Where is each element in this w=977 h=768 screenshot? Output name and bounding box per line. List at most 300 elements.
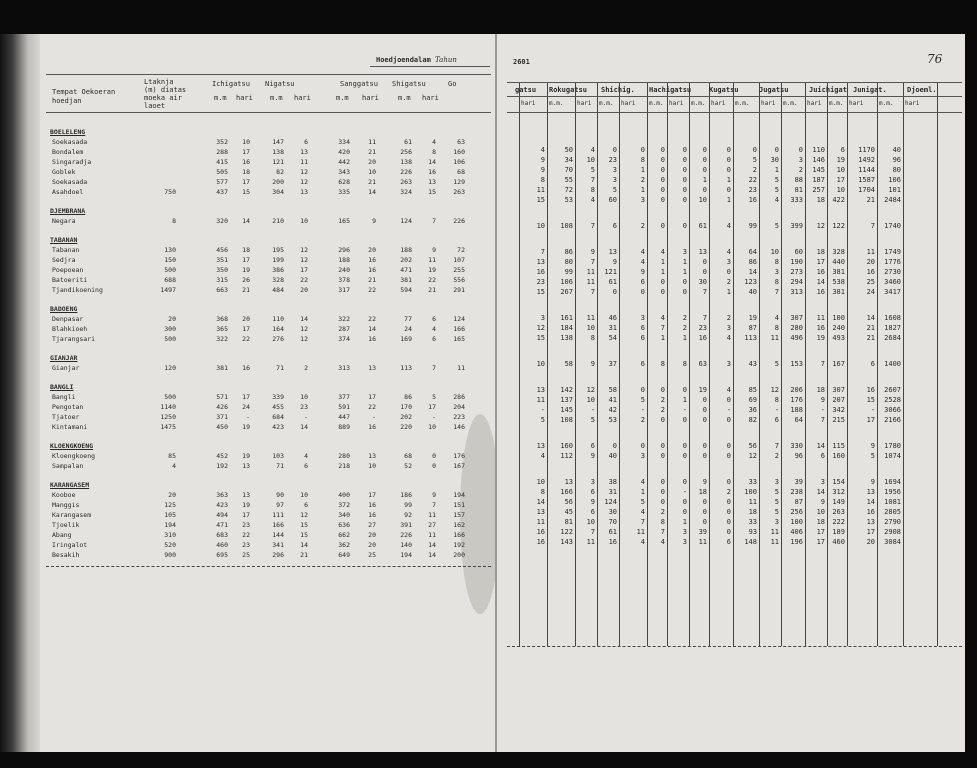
rainfall-value: 683 <box>216 531 228 539</box>
rainfall-value: 6 <box>590 508 595 516</box>
rainfall-value: - <box>640 406 645 414</box>
rainfall-value: 124 <box>400 217 412 225</box>
sub-header-mm: m.m <box>398 94 411 102</box>
rainfall-value: 8 <box>774 396 779 404</box>
rainfall-value: 10 <box>586 518 595 526</box>
rainfall-value: 20 <box>866 538 875 546</box>
rainfall-value: 238 <box>790 488 803 496</box>
region-heading: BOELELENG <box>50 128 86 136</box>
station-name: Blahkioeh <box>52 325 88 333</box>
rainfall-value: 263 <box>832 508 845 516</box>
rainfall-value: 4 <box>774 196 779 204</box>
rainfall-value: 286 <box>453 393 465 401</box>
rainfall-value: 82 <box>276 168 284 176</box>
station-name: Tjandikoening <box>52 286 103 294</box>
sub-header-mm: m.m. <box>829 100 844 107</box>
rainfall-value: 1081 <box>884 498 901 506</box>
sub-header-mm: m.m. <box>691 100 706 107</box>
rainfall-value: 371 <box>216 413 228 421</box>
rainfall-value: 10 <box>836 186 845 194</box>
rainfall-value: 122 <box>560 528 573 536</box>
rainfall-value: 21 <box>300 551 308 559</box>
sub-header-mm: m.m. <box>549 100 564 107</box>
rainfall-value: 4 <box>726 386 731 394</box>
rainfall-value: 13 <box>866 488 875 496</box>
station-name: Batoeriti <box>52 276 88 284</box>
sub-header-hari: hari <box>621 100 636 107</box>
sub-header-mm: m.m. <box>599 100 614 107</box>
rainfall-value: 165 <box>453 335 465 343</box>
rainfall-value: 146 <box>812 156 825 164</box>
rainfall-value: 20 <box>300 286 308 294</box>
rainfall-value: 147 <box>272 138 284 146</box>
rainfall-value: 455 <box>272 403 284 411</box>
rainfall-value: 8 <box>432 148 436 156</box>
rainfall-value: 1956 <box>884 488 901 496</box>
rainfall-value: 16 <box>536 538 545 546</box>
rainfall-value: 189 <box>832 528 845 536</box>
rainfall-value: 0 <box>726 498 731 506</box>
rainfall-value: 204 <box>453 403 465 411</box>
month-header: Go <box>448 80 457 88</box>
rainfall-value: 161 <box>560 314 573 322</box>
rainfall-value: 68 <box>404 452 412 460</box>
rainfall-value: 471 <box>216 521 228 529</box>
rainfall-value: 1704 <box>858 186 875 194</box>
rainfall-value: 15 <box>536 196 545 204</box>
rainfall-value: 10 <box>300 217 308 225</box>
rainfall-value: 39 <box>698 528 707 536</box>
rainfall-value: 240 <box>832 324 845 332</box>
rainfall-value: 81 <box>564 518 573 526</box>
rainfall-value: 628 <box>338 178 350 186</box>
rainfall-value: 391 <box>400 521 412 529</box>
sub-header-mm: m.m. <box>879 100 894 107</box>
rainfall-value: 14 <box>866 498 875 506</box>
rainfall-value: 108 <box>560 222 573 230</box>
rainfall-value: 17 <box>242 325 250 333</box>
rainfall-value: 30 <box>608 508 617 516</box>
rainfall-value: 2 <box>640 222 645 230</box>
rainfall-value: 14 <box>816 278 825 286</box>
rainfall-value: - <box>682 406 687 414</box>
rainfall-value: 1170 <box>858 146 875 154</box>
rainfall-value: 33 <box>748 478 757 486</box>
station-name: Pengotan <box>52 403 84 411</box>
rainfall-value: 6 <box>870 360 875 368</box>
rainfall-value: 0 <box>726 396 731 404</box>
rainfall-value: 0 <box>726 146 731 154</box>
rainfall-value: 10 <box>368 168 376 176</box>
rainfall-value: 16 <box>748 196 757 204</box>
rainfall-value: 0 <box>660 278 665 286</box>
rainfall-value: 184 <box>560 324 573 332</box>
rainfall-value: 1608 <box>884 314 901 322</box>
rainfall-value: 53 <box>608 416 617 424</box>
rainfall-value: 21 <box>368 276 376 284</box>
rainfall-value: 18 <box>816 518 825 526</box>
rainfall-value: 16 <box>816 268 825 276</box>
rainfall-value: 22 <box>368 286 376 294</box>
rainfall-value: - <box>870 406 875 414</box>
rainfall-value: 15 <box>536 334 545 342</box>
rainfall-value: 5 <box>612 186 617 194</box>
month-header: Djoeml. <box>907 86 937 94</box>
rainfall-value: 399 <box>790 222 803 230</box>
rainfall-value: 43 <box>748 360 757 368</box>
rainfall-value: 440 <box>832 258 845 266</box>
rainfall-value: 0 <box>660 166 665 174</box>
rainfall-value: 1 <box>660 268 665 276</box>
rainfall-value: 0 <box>774 146 779 154</box>
rainfall-value: 19 <box>698 386 707 394</box>
rainfall-value: 46 <box>608 314 617 322</box>
station-height: 500 <box>164 393 176 401</box>
rainfall-value: 14 <box>748 268 757 276</box>
month-header: Junigat. <box>853 86 887 94</box>
rainfall-value: 190 <box>790 258 803 266</box>
rainfall-value: 4 <box>660 538 665 546</box>
rainfall-value: 0 <box>702 396 707 404</box>
rainfall-value: 352 <box>216 138 228 146</box>
rainfall-value: 72 <box>457 246 465 254</box>
station-height: 688 <box>164 276 176 284</box>
rainfall-value: 2 <box>304 364 308 372</box>
rainfall-value: 307 <box>790 314 803 322</box>
rainfall-value: 145 <box>812 166 825 174</box>
month-header: Jugatsu <box>759 86 789 94</box>
rainfall-value: 15 <box>536 288 545 296</box>
station-height: 194 <box>164 521 176 529</box>
rainfall-value: 0 <box>682 288 687 296</box>
station-height: 1497 <box>160 286 176 294</box>
rainfall-value: 11 <box>816 314 825 322</box>
rainfall-value: 12 <box>300 511 308 519</box>
rainfall-value: 7 <box>702 314 707 322</box>
rainfall-value: 5 <box>774 498 779 506</box>
rainfall-value: 54 <box>608 334 617 342</box>
rainfall-value: 19 <box>816 334 825 342</box>
rainfall-value: 20 <box>866 258 875 266</box>
rainfall-value: 21 <box>368 178 376 186</box>
rainfall-value: 0 <box>682 156 687 164</box>
rainfall-value: 2528 <box>884 396 901 404</box>
rainfall-value: 3 <box>774 518 779 526</box>
sub-header-hari: hari <box>761 100 776 107</box>
rainfall-value: 20 <box>368 541 376 549</box>
rainfall-value: 313 <box>790 288 803 296</box>
rainfall-value: 13 <box>428 178 436 186</box>
rainfall-value: 0 <box>682 278 687 286</box>
rainfall-value: 143 <box>560 538 573 546</box>
rainfall-value: 2 <box>774 452 779 460</box>
rainfall-value: 13 <box>536 442 545 450</box>
rainfall-value: 23 <box>608 156 617 164</box>
rainfall-value: 97 <box>276 501 284 509</box>
rainfall-value: 9 <box>432 246 436 254</box>
rainfall-value: 0 <box>702 166 707 174</box>
rainfall-value: 11 <box>368 138 376 146</box>
rainfall-value: 571 <box>216 393 228 401</box>
rainfall-value: 0 <box>702 416 707 424</box>
rainfall-value: 18 <box>242 168 250 176</box>
rainfall-value: 100 <box>744 488 757 496</box>
rainfall-value: 40 <box>748 288 757 296</box>
rainfall-value: 18 <box>816 386 825 394</box>
rainfall-value: 240 <box>338 266 350 274</box>
rainfall-value: 330 <box>790 442 803 450</box>
rainfall-value: 1 <box>774 166 779 174</box>
height-header: moeka air <box>144 94 182 102</box>
handwritten-note: Tahun <box>435 56 457 64</box>
station-name: Soekasada <box>52 178 88 186</box>
rainfall-value: 505 <box>216 168 228 176</box>
rainfall-value: 12 <box>536 324 545 332</box>
rainfall-value: 196 <box>790 538 803 546</box>
rainfall-value: 24 <box>404 325 412 333</box>
rainfall-value: 0 <box>660 386 665 394</box>
handwritten-page-note: 76 <box>927 52 943 66</box>
rainfall-value: 0 <box>660 156 665 164</box>
heading-rule <box>370 66 490 67</box>
rainfall-value: 0 <box>682 416 687 424</box>
station-name: Bangli <box>52 393 76 401</box>
rainfall-value: 160 <box>453 148 465 156</box>
month-header: Ichigatsu <box>212 80 250 88</box>
rainfall-value: 41 <box>608 396 617 404</box>
rainfall-value: 0 <box>660 146 665 154</box>
rainfall-value: 5 <box>540 416 545 424</box>
rainfall-value: 5 <box>774 360 779 368</box>
station-name: Sampalan <box>52 462 84 470</box>
rainfall-value: 328 <box>272 276 284 284</box>
station-height: 130 <box>164 246 176 254</box>
rainfall-value: 15 <box>300 531 308 539</box>
rainfall-value: 2 <box>660 406 665 414</box>
rainfall-value: 56 <box>564 498 573 506</box>
rainfall-value: 99 <box>748 222 757 230</box>
rainfall-value: 160 <box>832 452 845 460</box>
rainfall-value: 0 <box>702 146 707 154</box>
rainfall-value: 16 <box>536 528 545 536</box>
rainfall-value: 556 <box>453 276 465 284</box>
rainfall-value: 9 <box>702 478 707 486</box>
month-header: Sanggatsu <box>340 80 378 88</box>
rainfall-value: 328 <box>832 248 845 256</box>
rainfall-value: 17 <box>242 256 250 264</box>
rainfall-value: 320 <box>216 217 228 225</box>
rainfall-value: 87 <box>748 324 757 332</box>
rainfall-value: 112 <box>560 452 573 460</box>
rainfall-value: 456 <box>216 246 228 254</box>
rainfall-value: 22 <box>242 335 250 343</box>
rainfall-value: 71 <box>276 364 284 372</box>
rainfall-value: 6 <box>840 146 845 154</box>
rainfall-value: 342 <box>832 406 845 414</box>
rainfall-value: 10 <box>242 138 250 146</box>
rainfall-value: 280 <box>338 452 350 460</box>
rainfall-value: 4 <box>304 452 308 460</box>
rainfall-value: 695 <box>216 551 228 559</box>
station-name: Soekasada <box>52 138 88 146</box>
rainfall-value: 13 <box>866 518 875 526</box>
rainfall-value: 5 <box>640 498 645 506</box>
rainfall-value: 0 <box>682 146 687 154</box>
rainfall-value: 16 <box>866 508 875 516</box>
rainfall-value: 5 <box>640 396 645 404</box>
station-name: Singaradja <box>52 158 92 166</box>
rainfall-value: 17 <box>866 416 875 424</box>
rainfall-value: 5 <box>774 222 779 230</box>
station-height: 20 <box>168 491 176 499</box>
rainfall-value: 122 <box>832 222 845 230</box>
rainfall-value: 100 <box>832 314 845 322</box>
rainfall-value: 124 <box>604 498 617 506</box>
rainfall-value: 80 <box>564 258 573 266</box>
rainfall-value: 1 <box>726 176 731 184</box>
rainfall-value: 0 <box>640 386 645 394</box>
month-header: Rokugatsu <box>549 86 587 94</box>
rainfall-value: 0 <box>682 186 687 194</box>
rainfall-value: 18 <box>698 488 707 496</box>
rainfall-value: 21 <box>866 334 875 342</box>
rainfall-value: 0 <box>702 406 707 414</box>
rainfall-value: 22 <box>368 315 376 323</box>
rainfall-value: 4 <box>540 146 545 154</box>
rainfall-value: 415 <box>216 158 228 166</box>
rainfall-value: 6 <box>640 278 645 286</box>
rainfall-value: 10 <box>586 396 595 404</box>
rainfall-value: 0 <box>702 508 707 516</box>
rainfall-value: 17 <box>816 258 825 266</box>
rainfall-value: 7 <box>590 288 595 296</box>
rainfall-value: 6 <box>640 334 645 342</box>
rainfall-value: 165 <box>338 217 350 225</box>
sub-header-hari: hari <box>669 100 684 107</box>
rainfall-value: 19 <box>836 156 845 164</box>
rainfall-value: 21 <box>242 286 250 294</box>
sub-header-mm: m.m <box>214 94 227 102</box>
rainfall-value: 1 <box>660 334 665 342</box>
rainfall-value: 288 <box>216 148 228 156</box>
region-heading: BADOENG <box>50 305 78 313</box>
rainfall-value: 591 <box>338 403 350 411</box>
rainfall-value: 11 <box>428 256 436 264</box>
rainfall-value: 19 <box>242 423 250 431</box>
rainfall-value: 13 <box>300 188 308 196</box>
rainfall-value: 11 <box>300 158 308 166</box>
sub-header-mm: m.m. <box>649 100 664 107</box>
rainfall-value: 381 <box>832 288 845 296</box>
rainfall-value: - <box>820 406 825 414</box>
rainfall-value: 31 <box>608 488 617 496</box>
rainfall-value: 4 <box>640 478 645 486</box>
rainfall-value: 200 <box>453 551 465 559</box>
rainfall-value: 322 <box>216 335 228 343</box>
rainfall-value: 7 <box>870 222 875 230</box>
rainfall-value: 52 <box>404 462 412 470</box>
rainfall-value: 16 <box>242 158 250 166</box>
month-header: Kugatsu <box>709 86 739 94</box>
rainfall-value: 7 <box>432 217 436 225</box>
rainfall-value: - <box>432 413 436 421</box>
rainfall-value: 88 <box>794 176 803 184</box>
rainfall-value: 2684 <box>884 334 901 342</box>
rainfall-value: 0 <box>726 518 731 526</box>
rainfall-value: 22 <box>428 276 436 284</box>
book-spine-edge <box>0 34 40 752</box>
rainfall-value: 8 <box>774 278 779 286</box>
rainfall-value: 0 <box>726 416 731 424</box>
rainfall-value: 8 <box>590 186 595 194</box>
rainfall-value: 13 <box>536 258 545 266</box>
rainfall-value: 23 <box>536 278 545 286</box>
rainfall-value: 333 <box>790 196 803 204</box>
rainfall-value: 2 <box>682 324 687 332</box>
sub-header-hari: hari <box>362 94 379 102</box>
rainfall-value: 30 <box>698 278 707 286</box>
rainfall-value: 3 <box>682 248 687 256</box>
sub-header-hari: hari <box>905 100 920 107</box>
rainfall-value: 13 <box>608 248 617 256</box>
rainfall-value: 187 <box>812 176 825 184</box>
rainfall-value: 9 <box>870 442 875 450</box>
rainfall-value: 3 <box>682 538 687 546</box>
rainfall-value: 0 <box>682 166 687 174</box>
rainfall-value: 317 <box>338 286 350 294</box>
rainfall-value: 1 <box>640 166 645 174</box>
rainfall-value: 100 <box>790 518 803 526</box>
rainfall-value: 210 <box>272 217 284 225</box>
station-height: 1475 <box>160 423 176 431</box>
rainfall-value: 3 <box>640 196 645 204</box>
rainfall-value: 17 <box>242 178 250 186</box>
rainfall-value: 106 <box>888 176 901 184</box>
rainfall-value: 3084 <box>884 538 901 546</box>
rainfall-value: 144 <box>272 531 284 539</box>
rainfall-value: 0 <box>726 268 731 276</box>
rainfall-value: 2 <box>660 396 665 404</box>
rainfall-value: 15 <box>242 188 250 196</box>
rainfall-value: 294 <box>790 278 803 286</box>
rainfall-value: 10 <box>586 324 595 332</box>
rainfall-value: 386 <box>272 266 284 274</box>
rainfall-value: 160 <box>560 442 573 450</box>
station-height: 105 <box>164 511 176 519</box>
region-heading: KARANGASEM <box>50 481 90 489</box>
rainfall-value: 170 <box>400 403 412 411</box>
rainfall-value: 1 <box>682 518 687 526</box>
rainfall-value: 25 <box>368 551 376 559</box>
station-height: 310 <box>164 531 176 539</box>
rainfall-value: 8 <box>540 176 545 184</box>
rainfall-value: 9 <box>590 452 595 460</box>
region-heading: KLOENGKOENG <box>50 442 94 450</box>
rainfall-value: 18 <box>816 196 825 204</box>
rainfall-value: 63 <box>457 138 465 146</box>
rainfall-value: 22 <box>368 403 376 411</box>
rainfall-value: 2908 <box>884 528 901 536</box>
rainfall-value: 38 <box>608 478 617 486</box>
rainfall-value: 166 <box>560 488 573 496</box>
rainfall-value: 194 <box>453 491 465 499</box>
rainfall-value: 1 <box>682 268 687 276</box>
rainfall-value: 2 <box>798 166 803 174</box>
rainfall-value: 21 <box>428 286 436 294</box>
rainfall-value: 636 <box>338 521 350 529</box>
station-name: Karangasem <box>52 511 92 519</box>
rainfall-value: 113 <box>744 334 757 342</box>
